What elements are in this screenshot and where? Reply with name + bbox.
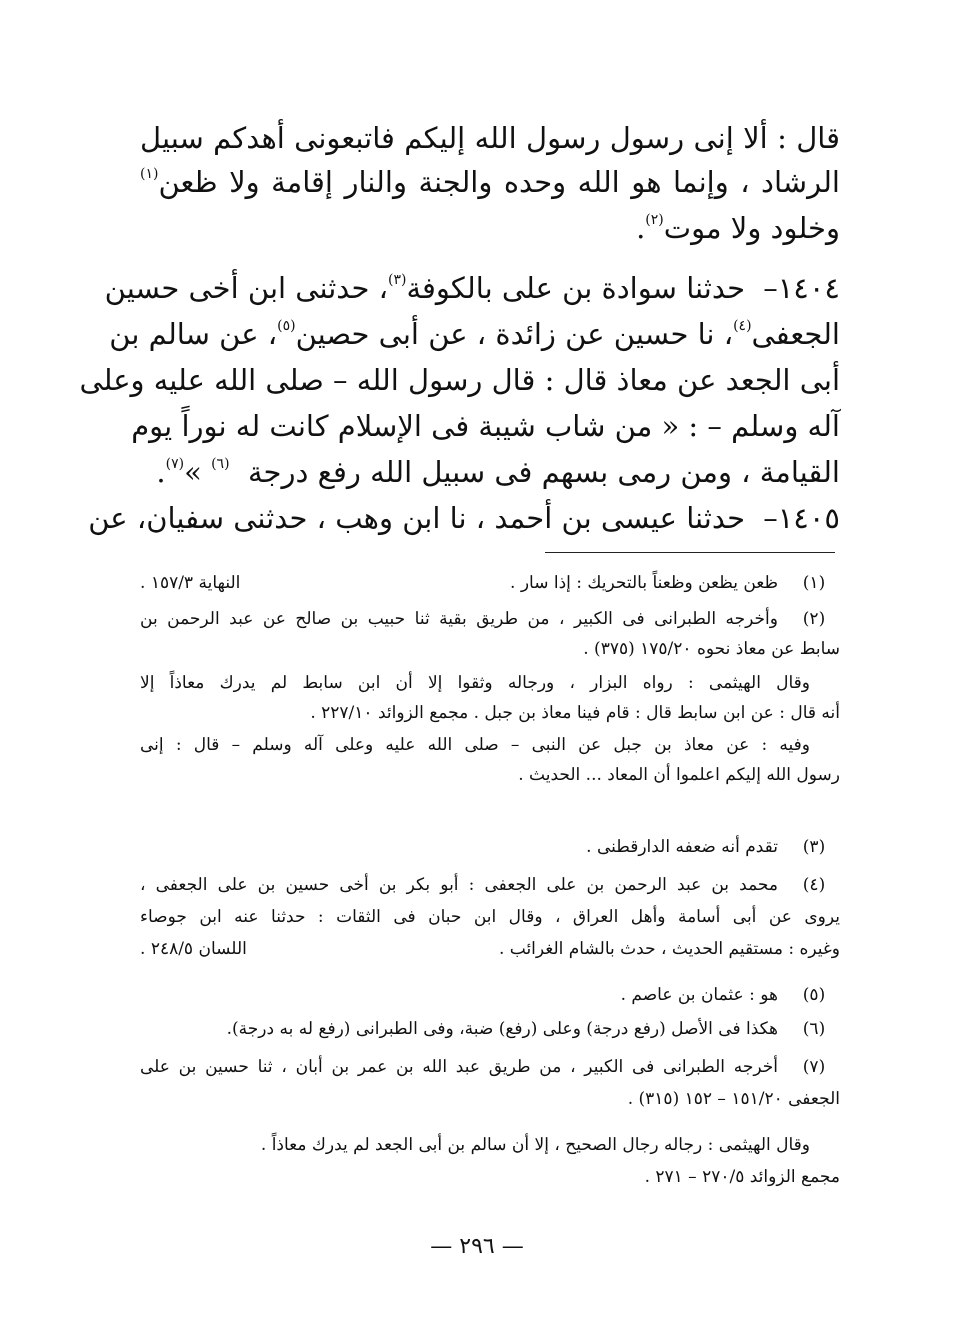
footnote-reference: اللسان ٢٤٨/٥ . (140, 939, 247, 959)
main-line-6: أبى الجعد عن معاذ قال : قال رسول الله – صلى الله عليه وعلى (79, 363, 840, 397)
footnote-number: (٢) (802, 609, 826, 629)
footnote-number: (١) (802, 573, 826, 593)
footnote-4-line-3 (140, 934, 840, 964)
footnote-ref-1[interactable]: (١) (140, 166, 159, 182)
footnote-ref-7[interactable]: (٧) (165, 456, 185, 472)
footnote-2-line-5 (140, 730, 840, 760)
main-line-4a: حدثنا سوادة بن على بالكوفة (406, 271, 745, 305)
footnote-text: أخرجه الطبرانى فى الكبير ، من طريق عبد الله بن عمر بن أبان ، ثنا حسين بن على (140, 1057, 778, 1077)
footnote-text: تقدم أنه ضعفه الدارقطنى . (586, 837, 778, 857)
footnote-2-line-4 (140, 698, 840, 728)
footnote-2-line-6 (140, 760, 840, 790)
main-line-5a: الجعفى (751, 317, 840, 351)
footnote-3 (140, 832, 840, 862)
footnote-number: (٤) (802, 875, 826, 895)
footnote-2-line-2 (140, 634, 840, 664)
footnote-text: ظعن يظعن وظعناً بالتحريك : إذا سار . (510, 573, 778, 593)
hadith-number-1405: ١٤٠٥– (763, 501, 840, 535)
footnote-6 (140, 1014, 840, 1044)
footnote-number: (٦) (802, 1019, 826, 1039)
footnote-1 (140, 568, 840, 598)
main-line-1: قال : ألا إنى رسول رسول الله إليكم فاتبعونى أهدكم سبيل (140, 121, 840, 155)
main-line-4 (104, 265, 745, 311)
footnote-separator (545, 552, 835, 553)
footnote-number: (٥) (802, 985, 826, 1005)
footnote-7-line-2 (140, 1084, 840, 1114)
footnote-number: (٣) (802, 837, 826, 857)
footnote-2 (140, 604, 840, 634)
footnote-text: هو : عثمان بن عاصم . (620, 985, 778, 1005)
footnote-text: مجمع الزوائد ٢٧٠/٥ – ٢٧١ . (644, 1167, 840, 1187)
footnote-4 (140, 870, 840, 900)
footnote-text: سابط عن معاذ نحوه ١٧٥/٢٠ (٣٧٥) . (583, 639, 840, 659)
footnote-text: وقال الهيثمى : رواه البزار ، ورجاله وثقوا إلا أن ابن سابط لم يدرك معاذاً إلا (140, 673, 810, 693)
footnote-5 (140, 980, 840, 1010)
main-line-9: حدثنا عيسى بن أحمد ، نا ابن وهب ، حدثنى سفيان، عن (88, 501, 745, 535)
footnote-4-line-2 (140, 902, 840, 932)
footnote-ref-5[interactable]: (٥) (277, 318, 296, 334)
footnote-text: وأخرجه الطبرانى فى الكبير ، من طريق بقية ثنا حبيب بن صالح عن عبد الرحمن بن (140, 609, 778, 629)
footnote-7-line-3 (140, 1130, 840, 1160)
main-line-5c: ، عن سالم بن (109, 317, 278, 351)
footnote-7-line-4 (140, 1162, 840, 1192)
main-line-4b: ، حدثنى ابن أخى حسين (104, 271, 389, 305)
end-dot-2: . (156, 455, 166, 489)
main-line-3-text: وخلود ولا موت (663, 211, 840, 245)
main-line-5 (109, 311, 840, 357)
footnote-ref-6[interactable]: (٦) (211, 456, 230, 472)
footnote-text: وفيه : عن معاذ بن جبل عن النبى – صلى الله عليه وعلى آله وسلم – قال : إنى (140, 735, 810, 755)
footnote-text: محمد بن عبد الرحمن بن على الجعفى : أبو بكر بن أخى حسين بن على الجعفى ، (140, 875, 778, 895)
footnote-text: يروى عن أبى أسامة وأهل العراق ، وقال ابن حبان فى الثقات : حدثنا عنه ابن جوصاء (140, 907, 840, 927)
footnote-text: رسول الله إليكم اعلموا أن المعاد ... الحديث . (518, 765, 840, 785)
footnote-text: وقال الهيثمى : رجاله رجال الصحيح ، إلا أن سالم بن أبى الجعد لم يدرك معاذاً . (260, 1135, 810, 1155)
page-number: — ٢٩٦ — (430, 1234, 524, 1259)
footnote-7 (140, 1052, 840, 1082)
footnote-2-line-3 (140, 668, 840, 698)
hadith-number-1404: ١٤٠٤– (763, 271, 840, 305)
footnote-ref-3[interactable]: (٣) (388, 272, 407, 288)
footnote-ref-2[interactable]: (٢) (645, 212, 664, 228)
footnote-reference: النهاية ١٥٧/٣ . (140, 573, 241, 593)
footnote-text: الجعفى ١٥١/٢٠ – ١٥٢ (٣١٥) . (627, 1089, 840, 1109)
main-line-2-text: الرشاد ، وإنما هو الله وحده والجنة والنار إقامة ولا ظعن (158, 165, 840, 199)
footnote-text: أنه قال : عن ابن سابط قال : قام فينا معاذ بن جبل . مجمع الزوائد ٢٢٧/١٠ . (310, 703, 840, 723)
main-line-8-text: القيامة ، ومن رمى بسهم فى سبيل الله رفع درجة (247, 455, 840, 489)
footnote-text: هكذا فى الأصل (رفع درجة) وعلى (رفع) ضبة، وفى الطبرانى (رفع له به درجة). (226, 1019, 778, 1039)
main-line-2 (140, 159, 840, 205)
main-line-7: آله وسلم – : « من شاب شيبة فى الإسلام كانت له نوراً يوم (131, 409, 840, 443)
footnote-text: وغيره : مستقيم الحديث ، حدث بالشام الغرائب . (498, 939, 840, 959)
quote-close: » (184, 455, 202, 489)
main-line-5b: ، نا حسين عن زائدة ، عن أبى حصين (295, 317, 734, 351)
footnote-number: (٧) (802, 1057, 826, 1077)
end-dot: . (636, 211, 646, 245)
footnote-ref-4[interactable]: (٤) (733, 318, 752, 334)
main-line-8 (140, 449, 840, 495)
main-line-3 (140, 205, 840, 251)
